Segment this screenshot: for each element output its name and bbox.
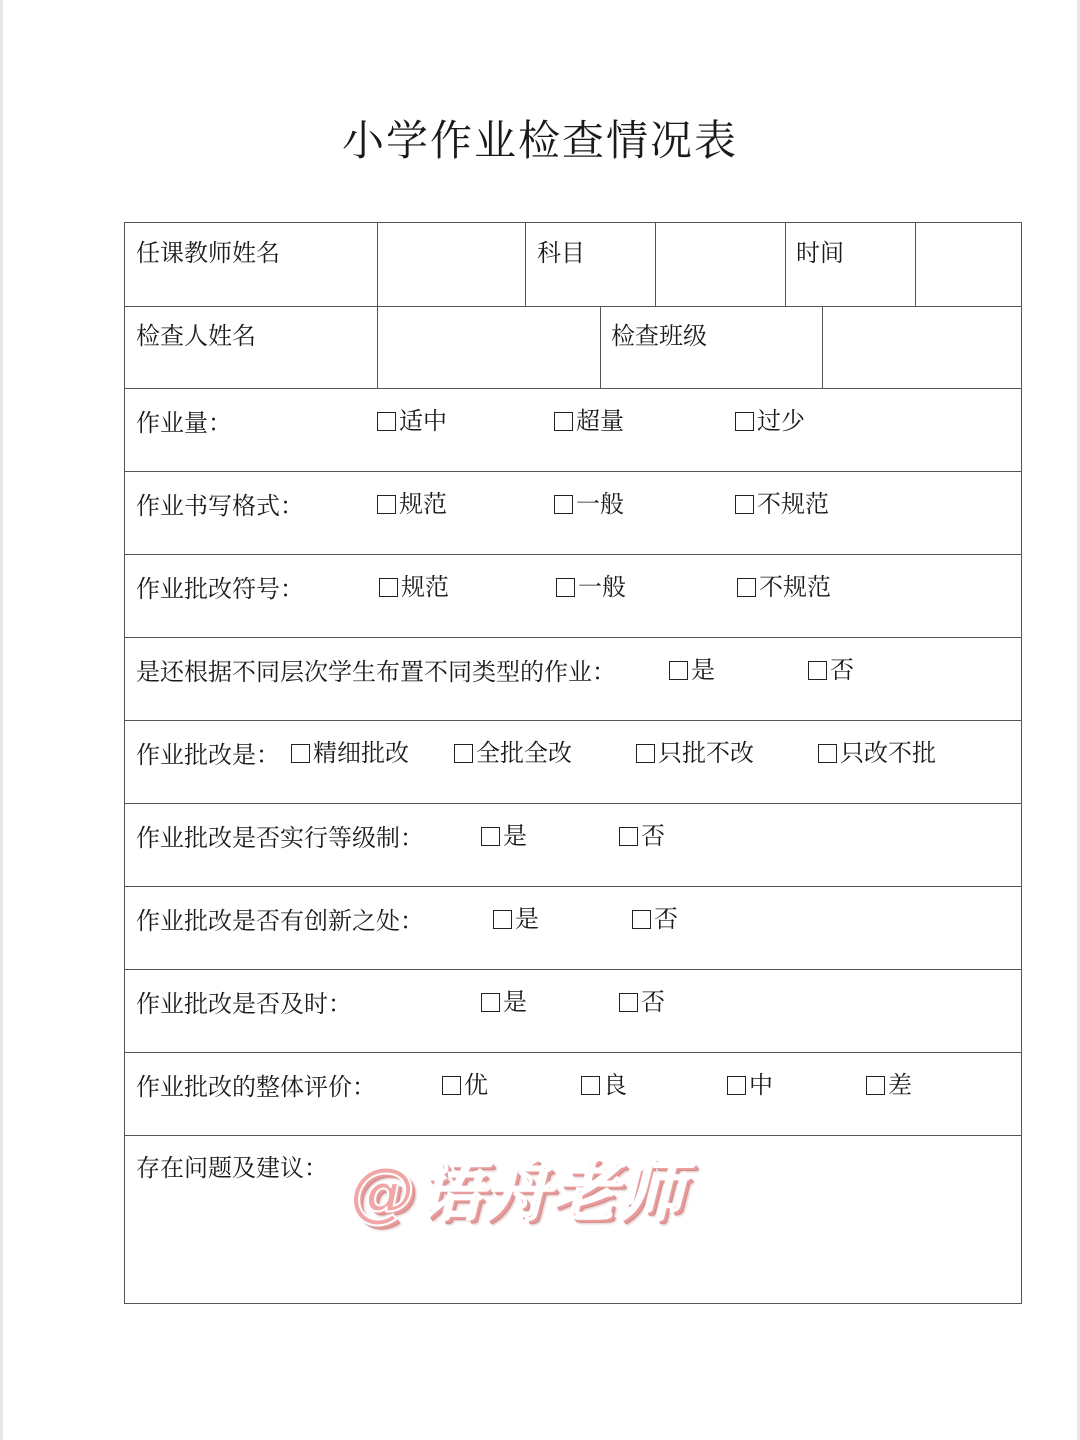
checkbox-icon (632, 910, 651, 929)
question-label: 作业书写格式： (136, 492, 304, 520)
checkbox-icon (481, 827, 500, 846)
class-label: 检查班级 (611, 322, 707, 350)
option-checkbox[interactable]: 只批不改 (636, 741, 754, 765)
checkbox-icon (377, 495, 396, 514)
option-checkbox[interactable]: 规范 (377, 492, 447, 516)
option-checkbox[interactable]: 过少 (735, 409, 805, 433)
suggestions-label: 存在问题及建议： (136, 1154, 328, 1182)
form-row-inspector (125, 306, 1021, 389)
option-checkbox[interactable]: 一般 (554, 492, 624, 516)
checkbox-icon (727, 1076, 746, 1095)
question-label: 作业批改是： (136, 741, 280, 769)
checkbox-icon (493, 910, 512, 929)
question-row-innovation (125, 887, 1021, 970)
option-checkbox[interactable]: 精细批改 (291, 741, 409, 765)
page-edge-left (0, 0, 3, 1440)
option-checkbox[interactable]: 否 (619, 824, 665, 848)
checkbox-icon (379, 578, 398, 597)
checkbox-icon (581, 1076, 600, 1095)
option-checkbox[interactable]: 超量 (554, 409, 624, 433)
subject-field[interactable] (657, 223, 785, 306)
time-field[interactable] (917, 223, 1021, 306)
question-label: 是还根据不同层次学生布置不同类型的作业： (136, 658, 616, 686)
subject-label: 科目 (537, 239, 585, 267)
checkbox-icon (818, 744, 837, 763)
inspector-name-field[interactable] (379, 306, 600, 388)
checkbox-icon (556, 578, 575, 597)
time-label: 时间 (796, 239, 844, 267)
checkbox-icon (377, 412, 396, 431)
checkbox-icon (636, 744, 655, 763)
question-row-differentiated (125, 638, 1021, 721)
checkbox-icon (442, 1076, 461, 1095)
checkbox-icon (737, 578, 756, 597)
option-checkbox[interactable]: 否 (808, 658, 854, 682)
question-row-writing-format (125, 472, 1021, 555)
question-label: 作业批改是否实行等级制： (136, 824, 424, 852)
option-checkbox[interactable]: 是 (669, 658, 715, 682)
teacher-name-field[interactable] (379, 223, 525, 306)
checkbox-icon (735, 412, 754, 431)
checkbox-icon (735, 495, 754, 514)
option-checkbox[interactable]: 否 (632, 907, 678, 931)
option-checkbox[interactable]: 差 (866, 1073, 912, 1097)
question-label: 作业批改的整体评价： (136, 1073, 376, 1101)
checkbox-icon (669, 661, 688, 680)
option-checkbox[interactable]: 一般 (556, 575, 626, 599)
question-row-workload (125, 389, 1021, 472)
question-label: 作业量： (136, 409, 232, 437)
option-checkbox[interactable]: 规范 (379, 575, 449, 599)
question-row-overall-rating (125, 1053, 1021, 1136)
checkbox-icon (481, 993, 500, 1012)
teacher-name-label: 任课教师姓名 (136, 239, 280, 267)
checkbox-icon (619, 827, 638, 846)
question-label: 作业批改是否及时： (136, 990, 352, 1018)
option-checkbox[interactable]: 良 (581, 1073, 627, 1097)
option-checkbox[interactable]: 是 (493, 907, 539, 931)
option-checkbox[interactable]: 是 (481, 824, 527, 848)
option-checkbox[interactable]: 只改不批 (818, 741, 936, 765)
watermark-text: @语舟老师 (350, 1153, 685, 1230)
question-row-marking-symbols (125, 555, 1021, 638)
question-row-timeliness (125, 970, 1021, 1053)
checkbox-icon (454, 744, 473, 763)
option-checkbox[interactable]: 适中 (377, 409, 447, 433)
option-checkbox[interactable]: 优 (442, 1073, 488, 1097)
option-checkbox[interactable]: 是 (481, 990, 527, 1014)
question-row-marking-type (125, 721, 1021, 804)
checkbox-icon (554, 412, 573, 431)
class-field[interactable] (824, 306, 1021, 388)
option-checkbox[interactable]: 否 (619, 990, 665, 1014)
question-row-grading-system (125, 804, 1021, 887)
option-checkbox[interactable]: 中 (727, 1073, 773, 1097)
checkbox-icon (619, 993, 638, 1012)
option-checkbox[interactable]: 不规范 (737, 575, 831, 599)
checkbox-icon (291, 744, 310, 763)
page-title: 小学作业检查情况表 (341, 116, 738, 165)
option-checkbox[interactable]: 全批全改 (454, 741, 572, 765)
option-checkbox[interactable]: 不规范 (735, 492, 829, 516)
checkbox-icon (866, 1076, 885, 1095)
form-row-teacher (125, 223, 1021, 307)
question-label: 作业批改符号： (136, 575, 304, 603)
inspector-name-label: 检查人姓名 (136, 322, 256, 350)
checkbox-icon (554, 495, 573, 514)
checkbox-icon (808, 661, 827, 680)
question-label: 作业批改是否有创新之处： (136, 907, 424, 935)
